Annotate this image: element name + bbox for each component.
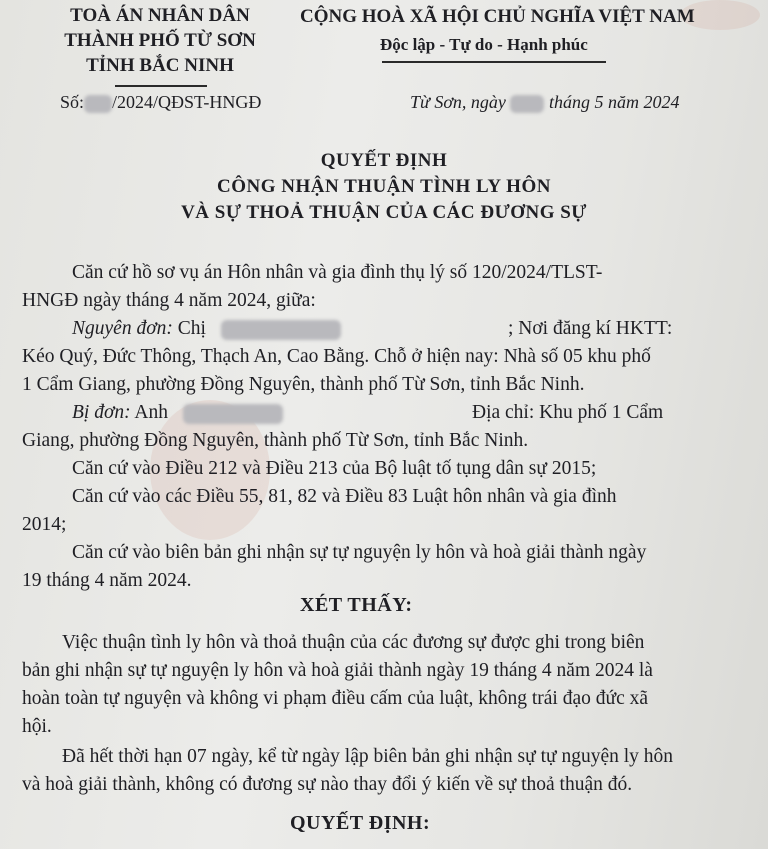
defendant-line2: Giang, phường Đồng Nguyên, thành phố Từ Sơn, tỉnh Bắc Ninh. <box>22 430 529 451</box>
findings-p1-line2: bản ghi nhận sự tự nguyện ly hôn và hoà giải thành ngày 19 tháng 4 năm 2024 là <box>22 660 653 681</box>
number-prefix: Số: <box>60 92 85 112</box>
court-name-line1: TOÀ ÁN NHÂN DÂN <box>70 5 250 26</box>
plaintiff-title: Chị <box>177 318 206 339</box>
decision-heading: QUYẾT ĐỊNH: <box>290 812 431 834</box>
court-name-line3: TỈNH BẮC NINH <box>86 55 234 76</box>
plaintiff-line2: Kéo Quý, Đức Thông, Thạch An, Cao Bằng. Chỗ ở hiện nay: Nhà số 05 khu phố <box>22 346 651 367</box>
date-prefix: Từ Sơn, ngày <box>410 92 506 112</box>
nation-title: CỘNG HOÀ XÃ HỘI CHỦ NGHĨA VIỆT NAM <box>300 6 695 27</box>
legal-basis-3: Căn cứ vào biên bản ghi nhận sự tự nguyện ly hôn và hoà giải thành ngày <box>72 542 647 563</box>
findings-p2-line2: và hoà giải thành, không có đương sự nào thay đổi ý kiến về sự thoả thuận đó. <box>22 774 633 795</box>
case-basis-line2: HNGĐ ngày tháng 4 năm 2024, giữa: <box>22 290 316 311</box>
findings-p1-line3: hoàn toàn tự nguyện và không vi phạm điều cấm của luật, không trái đạo đức xã <box>22 688 649 709</box>
motto: Độc lập - Tự do - Hạnh phúc <box>380 35 588 54</box>
legal-basis-3-cont: 19 tháng 4 năm 2024. <box>22 570 192 591</box>
legal-basis-2: Căn cứ vào các Điều 55, 81, 82 và Điều 83 Luật hôn nhân và gia đình <box>72 486 617 507</box>
defendant-line1 <box>72 402 283 424</box>
case-basis-line1: Căn cứ hồ sơ vụ án Hôn nhân và gia đình thụ lý số 120/2024/TLST- <box>72 262 603 283</box>
redacted-day <box>510 95 544 113</box>
redacted-plaintiff-name <box>221 320 341 340</box>
motto-underline <box>382 61 606 63</box>
findings-p2-line1: Đã hết thời hạn 07 ngày, kể từ ngày lập biên bản ghi nhận sự tự nguyện ly hôn <box>62 746 674 767</box>
court-name-line2: THÀNH PHỐ TỪ SƠN <box>64 30 256 51</box>
redacted-defendant-name <box>183 404 283 424</box>
defendant-label: Bị đơn: <box>72 402 131 423</box>
legal-basis-1: Căn cứ vào Điều 212 và Điều 213 của Bộ luật tố tụng dân sự 2015; <box>72 458 597 479</box>
doc-title-line2: CÔNG NHẬN THUẬN TÌNH LY HÔN <box>217 176 551 197</box>
doc-title-line3: VÀ SỰ THOẢ THUẬN CỦA CÁC ĐƯƠNG SỰ <box>181 202 587 223</box>
defendant-title: Anh <box>134 402 169 423</box>
doc-title: QUYẾT ĐỊNH <box>320 150 448 171</box>
number-suffix: /2024/QĐST-HNGĐ <box>112 92 262 112</box>
plaintiff-line1 <box>72 318 341 340</box>
redacted-number <box>84 95 112 113</box>
findings-heading: XÉT THẤY: <box>300 594 413 616</box>
decision-number <box>60 92 261 113</box>
decision-date <box>410 92 679 113</box>
findings-p1-line4: hội. <box>22 716 52 737</box>
court-underline <box>115 85 207 87</box>
defendant-address: Địa chỉ: Khu phố 1 Cẩm <box>472 402 664 423</box>
findings-p1-line1: Việc thuận tình ly hôn và thoả thuận của các đương sự được ghi trong biên <box>62 632 645 653</box>
legal-basis-2-cont: 2014; <box>22 514 67 535</box>
date-suffix: tháng 5 năm 2024 <box>548 92 680 112</box>
plaintiff-label: Nguyên đơn: <box>72 318 173 339</box>
plaintiff-registration: ; Nơi đăng kí HKTT: <box>508 318 673 339</box>
plaintiff-line3: 1 Cẩm Giang, phường Đồng Nguyên, thành phố Từ Sơn, tỉnh Bắc Ninh. <box>22 374 585 395</box>
